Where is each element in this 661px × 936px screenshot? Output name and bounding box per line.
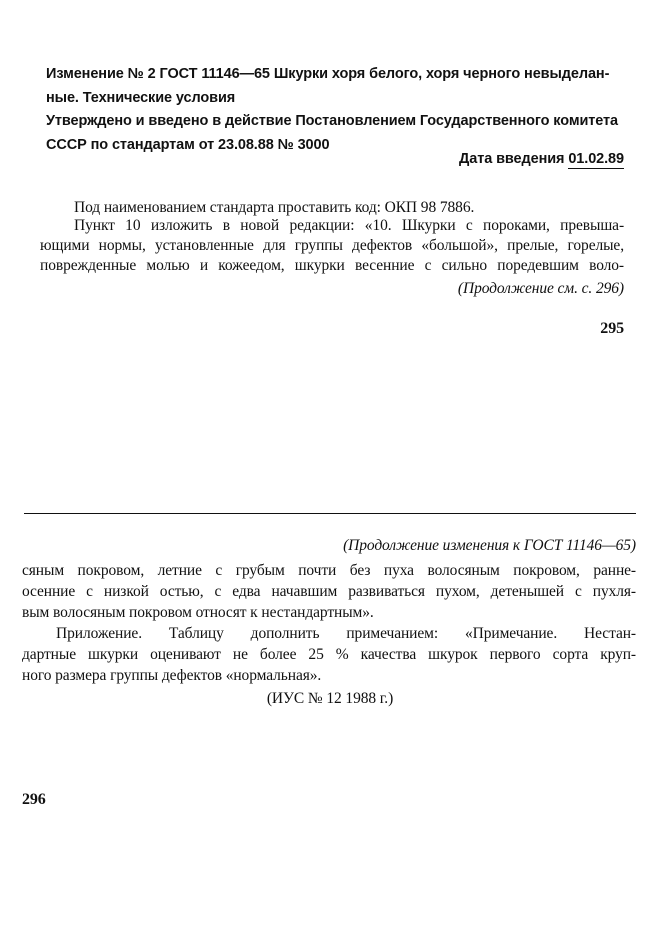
paragraph-2-line-1: сяным покровом, летние с грубым почти без пуха волосяным покровом, ранне-: [22, 562, 636, 579]
paragraph-2-line-3: вым волосяным покровом относят к нестандартным».: [22, 604, 374, 621]
continued-note: (Продолжение см. с. 296): [457, 280, 624, 297]
appendix-line-3: ного размера группы дефектов «нормальная».: [22, 667, 322, 684]
effective-date-block: [380, 150, 624, 168]
amendment-title-line-2: ные. Технические условия: [46, 90, 236, 106]
appendix-line-2: дартные шкурки оценивают не более 25 % качества шкурок первого сорта круп-: [22, 646, 636, 663]
page-number-295: 295: [600, 320, 624, 337]
amendment-title-line-1: Изменение № 2 ГОСТ 11146—65 Шкурки хоря белого, хоря черного невыделан-: [46, 66, 610, 82]
approval-line-1: Утверждено и введено в действие Постановлением Государственного комитета: [46, 113, 619, 129]
paragraph-1-line-3: поврежденные молью и кожеедом, шкурки весенние с сильно поредевшим воло-: [40, 257, 624, 274]
page-number-296: 296: [22, 791, 46, 808]
continuation-header: (Продолжение изменения к ГОСТ 11146—65): [343, 537, 636, 554]
page-divider: [24, 513, 636, 514]
paragraph-1-line-2: ющими нормы, установленные для группы дефектов «большой», прелые, горелые,: [40, 237, 624, 254]
effective-date-label: Дата введения: [459, 151, 565, 167]
paragraph-1-line-1: Пункт 10 изложить в новой редакции: «10. Шкурки с пороками, превыша-: [74, 217, 624, 234]
appendix-line-1: Приложение. Таблицу дополнить примечанием: «Примечание. Нестан-: [56, 625, 636, 642]
effective-date-value: 01.02.89: [568, 151, 624, 167]
source-reference: (ИУС № 12 1988 г.): [266, 690, 394, 707]
okp-code-line: Под наименованием стандарта проставить код: ОКП 98 7886.: [74, 199, 475, 216]
paragraph-2-line-2: осенние с низкой остью, с едва начавшим развиваться пухом, детенышей с пухля-: [22, 583, 636, 600]
approval-line-2: СССР по стандартам от 23.08.88 № 3000: [46, 137, 330, 153]
